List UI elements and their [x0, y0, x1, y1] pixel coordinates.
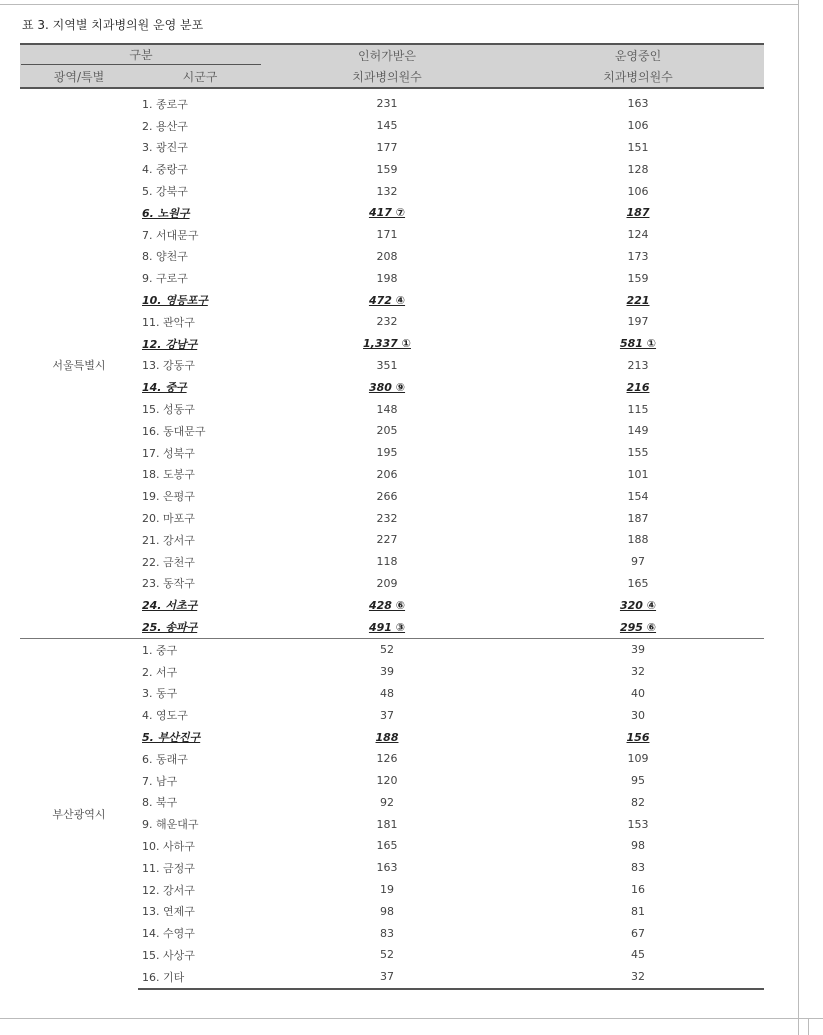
operating-count-cell [512, 966, 764, 989]
operating-count: 151 [627, 140, 649, 154]
licensed-count: 37 [380, 970, 394, 984]
district-name-cell [138, 616, 262, 638]
licensed-count: 92 [380, 795, 394, 809]
district-name: 9. 구로구 [142, 272, 188, 286]
licensed-count: 52 [380, 948, 394, 962]
district-name-cell [138, 507, 262, 529]
district-name: 20. 마포구 [142, 512, 195, 526]
licensed-count-cell [262, 551, 512, 573]
district-name-cell [138, 529, 262, 551]
licensed-count-cell [262, 529, 512, 551]
district-name: 6. 노원구 [142, 206, 190, 220]
operating-count-cell [512, 900, 764, 922]
licensed-count: 205 [376, 424, 398, 438]
operating-count-cell [512, 355, 764, 377]
licensed-count-cell [262, 158, 512, 180]
page-frame-bottom [0, 1018, 823, 1019]
operating-count: 320 ④ [619, 598, 657, 612]
district-name-cell [138, 420, 262, 442]
operating-count: 67 [631, 926, 645, 940]
operating-count-cell [512, 507, 764, 529]
licensed-count: 163 [376, 861, 398, 875]
operating-count-cell [512, 770, 764, 792]
district-name-cell [138, 289, 262, 311]
district-name-cell [138, 922, 262, 944]
licensed-count: 351 [376, 358, 398, 372]
operating-count: 115 [627, 402, 649, 416]
licensed-count: 48 [380, 686, 394, 700]
operating-count: 32 [631, 665, 645, 679]
district-name: 15. 성동구 [142, 403, 195, 417]
licensed-count-cell [262, 224, 512, 246]
operating-count: 109 [627, 752, 649, 766]
operating-count-cell [512, 944, 764, 966]
operating-count-cell [512, 93, 764, 115]
operating-count-cell [512, 551, 764, 573]
licensed-count: 195 [376, 446, 398, 460]
licensed-count-cell [262, 704, 512, 726]
district-name-cell [138, 726, 262, 748]
operating-count: 32 [631, 970, 645, 984]
operating-count: 187 [627, 511, 649, 525]
district-name-cell [138, 944, 262, 966]
licensed-count-cell [262, 202, 512, 224]
district-name: 1. 중구 [142, 643, 178, 657]
region-name: 서울특별시 [52, 359, 106, 373]
licensed-count: 171 [376, 228, 398, 242]
operating-count-cell [512, 792, 764, 814]
district-name: 6. 동래구 [142, 752, 188, 766]
licensed-count: 232 [376, 315, 398, 329]
table-caption: 표 3. 지역별 치과병의원 운영 분포 [22, 18, 204, 32]
operating-count-cell [512, 573, 764, 595]
licensed-count-cell [262, 267, 512, 289]
district-name: 14. 수영구 [142, 927, 195, 941]
district-name: 13. 연제구 [142, 905, 195, 919]
district-name-cell [138, 485, 262, 507]
operating-count: 97 [631, 555, 645, 569]
operating-count: 106 [627, 119, 649, 133]
licensed-count: 181 [376, 817, 398, 831]
licensed-count-cell [262, 464, 512, 486]
licensed-count: 52 [380, 643, 394, 657]
district-name-cell [138, 202, 262, 224]
licensed-count-cell [262, 813, 512, 835]
district-name: 23. 동작구 [142, 577, 195, 591]
district-name: 7. 서대문구 [142, 228, 199, 242]
page-frame-top [0, 0, 798, 5]
licensed-count-cell [262, 485, 512, 507]
licensed-count-cell [262, 616, 512, 638]
operating-count: 187 [626, 206, 650, 220]
district-name: 9. 해운대구 [142, 818, 199, 832]
operating-count-cell [512, 879, 764, 901]
district-name: 4. 영도구 [142, 709, 188, 723]
licensed-count-cell [262, 594, 512, 616]
header-region: 광역/특별 [20, 66, 138, 88]
district-name-cell [138, 376, 262, 398]
operating-count-cell [512, 748, 764, 770]
licensed-count: 188 [375, 730, 399, 744]
operating-count: 106 [627, 184, 649, 198]
district-name-cell [138, 813, 262, 835]
licensed-count-cell [262, 180, 512, 202]
licensed-count: 198 [376, 271, 398, 285]
operating-count: 173 [627, 249, 649, 263]
header-licensed-line1: 인허가받은 [262, 44, 512, 66]
licensed-count: 148 [376, 402, 398, 416]
table-row [20, 93, 764, 115]
district-name-cell [138, 224, 262, 246]
district-name: 17. 성북구 [142, 446, 195, 460]
operating-count-cell [512, 267, 764, 289]
district-name: 13. 강동구 [142, 359, 195, 373]
licensed-count-cell [262, 683, 512, 705]
operating-count: 155 [627, 446, 649, 460]
district-name: 5. 부산진구 [142, 731, 201, 744]
operating-count: 213 [627, 358, 649, 372]
licensed-count-cell [262, 115, 512, 137]
licensed-count-cell [262, 638, 512, 660]
operating-count-cell [512, 464, 764, 486]
operating-count-cell [512, 683, 764, 705]
district-name-cell [138, 683, 262, 705]
licensed-count: 231 [376, 97, 398, 111]
header-licensed-line2: 치과병의원수 [262, 66, 512, 88]
licensed-count-cell [262, 246, 512, 268]
operating-count-cell [512, 137, 764, 159]
licensed-count-cell [262, 661, 512, 683]
licensed-count-cell [262, 355, 512, 377]
operating-count-cell [512, 158, 764, 180]
operating-count-cell [512, 857, 764, 879]
operating-count: 153 [627, 817, 649, 831]
licensed-count-cell [262, 398, 512, 420]
operating-count: 197 [627, 315, 649, 329]
district-name-cell [138, 770, 262, 792]
operating-count-cell [512, 922, 764, 944]
licensed-count-cell [262, 507, 512, 529]
operating-count-cell [512, 704, 764, 726]
district-name: 11. 관악구 [142, 315, 195, 329]
licensed-count-cell [262, 922, 512, 944]
operating-count-cell [512, 202, 764, 224]
operating-count-cell [512, 376, 764, 398]
operating-count: 101 [627, 467, 649, 481]
operating-count-cell [512, 420, 764, 442]
district-name: 22. 금천구 [142, 555, 195, 569]
district-name-cell [138, 792, 262, 814]
header-district: 시군구 [138, 66, 262, 88]
licensed-count-cell [262, 420, 512, 442]
operating-count-cell [512, 726, 764, 748]
district-name: 16. 기타 [142, 970, 185, 984]
district-name-cell [138, 748, 262, 770]
district-name: 8. 북구 [142, 796, 178, 810]
licensed-count: 165 [376, 839, 398, 853]
district-name-cell [138, 267, 262, 289]
district-name-cell [138, 900, 262, 922]
operating-count: 295 ⑥ [619, 620, 657, 634]
operating-count-cell [512, 529, 764, 551]
licensed-count-cell [262, 966, 512, 989]
district-name-cell [138, 879, 262, 901]
operating-count: 45 [631, 948, 645, 962]
operating-count: 30 [631, 708, 645, 722]
licensed-count: 120 [376, 774, 398, 788]
licensed-count: 232 [376, 511, 398, 525]
operating-count: 581 ① [619, 337, 657, 351]
district-name-cell [138, 661, 262, 683]
district-name-cell [138, 551, 262, 573]
district-name-cell [138, 464, 262, 486]
district-name: 3. 광진구 [142, 141, 188, 155]
licensed-count: 266 [376, 489, 398, 503]
district-name-cell [138, 835, 262, 857]
operating-count: 163 [627, 97, 649, 111]
district-name: 8. 양천구 [142, 250, 188, 264]
header-group-cell [20, 44, 262, 66]
table-body [20, 93, 764, 989]
district-name: 15. 사상구 [142, 948, 195, 962]
header-group: 구분 [21, 46, 261, 65]
licensed-count-cell [262, 900, 512, 922]
operating-count-cell [512, 224, 764, 246]
operating-count: 156 [626, 730, 650, 744]
operating-count: 124 [627, 228, 649, 242]
licensed-count: 209 [376, 576, 398, 590]
licensed-count: 227 [376, 533, 398, 547]
licensed-count-cell [262, 770, 512, 792]
district-name: 19. 은평구 [142, 490, 195, 504]
district-name: 10. 영등포구 [142, 294, 208, 308]
operating-count: 216 [626, 380, 650, 394]
page-frame-right [798, 0, 799, 1035]
district-name: 10. 사하구 [142, 839, 195, 853]
district-name-cell [138, 311, 262, 333]
district-name-cell [138, 573, 262, 595]
operating-count: 16 [631, 883, 645, 897]
operating-count: 154 [627, 489, 649, 503]
district-name: 12. 강남구 [142, 337, 198, 351]
operating-count-cell [512, 594, 764, 616]
licensed-count-cell [262, 442, 512, 464]
district-name: 25. 송파구 [142, 621, 198, 635]
operating-count: 128 [627, 162, 649, 176]
operating-count: 98 [631, 839, 645, 853]
dental-clinic-table [20, 43, 764, 990]
header-operating-line2: 치과병의원수 [512, 66, 764, 88]
operating-count-cell [512, 661, 764, 683]
licensed-count: 159 [376, 162, 398, 176]
licensed-count: 37 [380, 708, 394, 722]
district-name: 7. 남구 [142, 774, 178, 788]
operating-count-cell [512, 115, 764, 137]
district-name: 24. 서초구 [142, 599, 198, 613]
district-name-cell [138, 355, 262, 377]
licensed-count: 132 [376, 184, 398, 198]
operating-count: 39 [631, 643, 645, 657]
district-name-cell [138, 966, 262, 989]
licensed-count: 39 [380, 665, 394, 679]
licensed-count: 126 [376, 752, 398, 766]
licensed-count-cell [262, 879, 512, 901]
operating-count-cell [512, 485, 764, 507]
licensed-count-cell [262, 93, 512, 115]
operating-count-cell [512, 638, 764, 660]
district-name: 18. 도봉구 [142, 468, 195, 482]
district-name-cell [138, 857, 262, 879]
district-name-cell [138, 638, 262, 660]
licensed-count-cell [262, 792, 512, 814]
operating-count: 95 [631, 774, 645, 788]
licensed-count-cell [262, 944, 512, 966]
licensed-count: 428 ⑥ [368, 598, 406, 612]
district-name-cell [138, 115, 262, 137]
licensed-count: 380 ⑨ [368, 380, 406, 394]
operating-count: 165 [627, 576, 649, 590]
operating-count: 40 [631, 686, 645, 700]
licensed-count-cell [262, 835, 512, 857]
operating-count-cell [512, 616, 764, 638]
operating-count: 81 [631, 904, 645, 918]
header-operating-line1: 운영중인 [512, 44, 764, 66]
district-name-cell [138, 246, 262, 268]
district-name: 2. 용산구 [142, 119, 188, 133]
district-name-cell [138, 333, 262, 355]
licensed-count: 472 ④ [368, 293, 406, 307]
district-name: 21. 강서구 [142, 533, 195, 547]
operating-count: 221 [626, 293, 650, 307]
operating-count: 149 [627, 424, 649, 438]
operating-count: 82 [631, 795, 645, 809]
licensed-count: 118 [376, 555, 398, 569]
operating-count-cell [512, 180, 764, 202]
district-name: 2. 서구 [142, 665, 178, 679]
licensed-count: 145 [376, 119, 398, 133]
district-name-cell [138, 158, 262, 180]
district-name: 1. 종로구 [142, 97, 188, 111]
district-name-cell [138, 594, 262, 616]
licensed-count-cell [262, 573, 512, 595]
licensed-count-cell [262, 137, 512, 159]
licensed-count-cell [262, 376, 512, 398]
licensed-count-cell [262, 857, 512, 879]
licensed-count-cell [262, 311, 512, 333]
licensed-count-cell [262, 726, 512, 748]
district-name: 12. 강서구 [142, 883, 195, 897]
operating-count-cell [512, 311, 764, 333]
operating-count-cell [512, 442, 764, 464]
licensed-count-cell [262, 333, 512, 355]
district-name-cell [138, 442, 262, 464]
licensed-count: 417 ⑦ [368, 206, 406, 220]
operating-count-cell [512, 333, 764, 355]
table-header [20, 44, 764, 93]
operating-count: 159 [627, 271, 649, 285]
district-name: 14. 중구 [142, 381, 187, 395]
district-name-cell [138, 704, 262, 726]
district-name: 5. 강북구 [142, 185, 188, 199]
licensed-count: 206 [376, 467, 398, 481]
licensed-count: 98 [380, 904, 394, 918]
operating-count: 188 [627, 533, 649, 547]
district-name: 4. 중랑구 [142, 163, 188, 177]
page-frame-corner [808, 1018, 823, 1035]
operating-count-cell [512, 246, 764, 268]
licensed-count: 83 [380, 926, 394, 940]
district-name: 3. 동구 [142, 687, 178, 701]
district-name: 11. 금정구 [142, 861, 195, 875]
licensed-count-cell [262, 289, 512, 311]
district-name: 16. 동대문구 [142, 424, 206, 438]
district-name-cell [138, 93, 262, 115]
region-name: 부산광역시 [20, 638, 138, 988]
licensed-count: 19 [380, 883, 394, 897]
district-name-cell [138, 180, 262, 202]
district-name-cell [138, 137, 262, 159]
operating-count-cell [512, 398, 764, 420]
licensed-count-cell [262, 748, 512, 770]
licensed-count: 208 [376, 249, 398, 263]
operating-count-cell [512, 835, 764, 857]
table-row [20, 638, 764, 660]
licensed-count: 491 ③ [368, 620, 406, 634]
operating-count-cell [512, 813, 764, 835]
licensed-count: 177 [376, 140, 398, 154]
licensed-count: 1,337 ① [363, 337, 411, 351]
operating-count: 83 [631, 861, 645, 875]
district-name-cell [138, 398, 262, 420]
operating-count-cell [512, 289, 764, 311]
